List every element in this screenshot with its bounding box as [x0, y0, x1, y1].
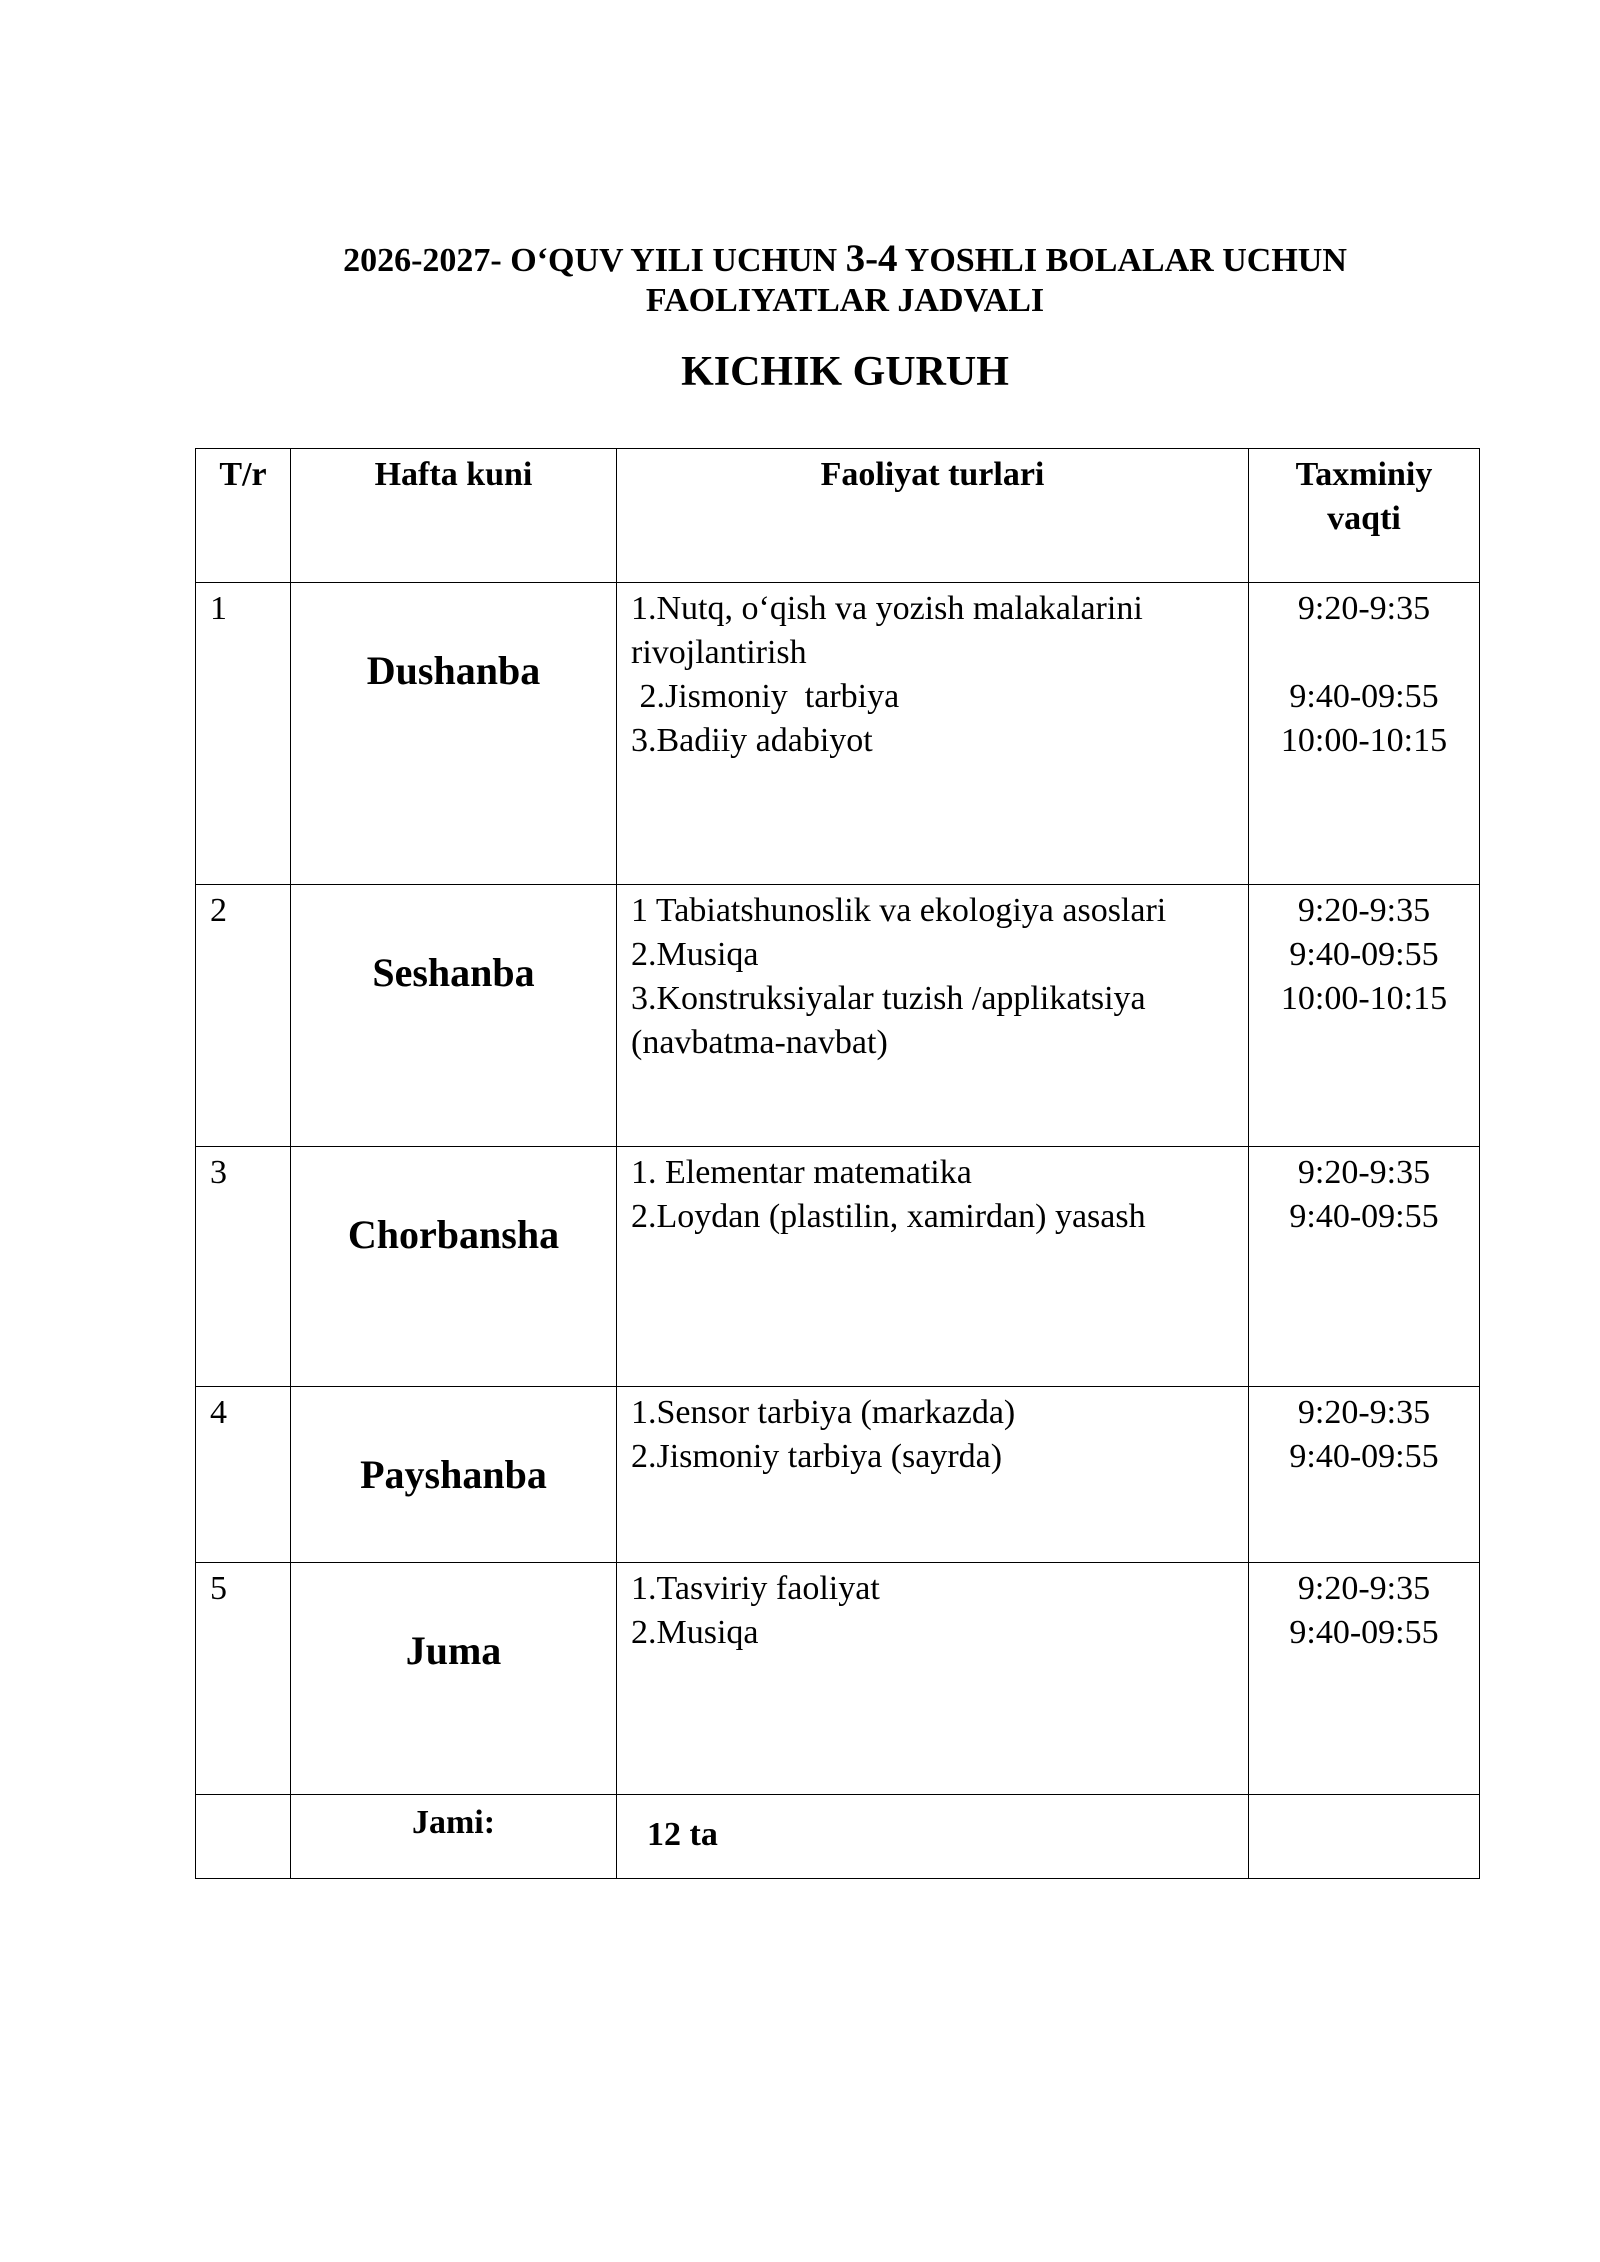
- activity-item: 2.Musiqa: [631, 936, 759, 973]
- schedule-table: [195, 448, 1480, 1879]
- activity-item: 3.Badiiy adabiyot: [631, 722, 873, 759]
- activity-item: (navbatma-navbat): [631, 1024, 888, 1061]
- total-value: 12 ta: [617, 1795, 1249, 1879]
- total-empty-cell: [196, 1795, 291, 1879]
- activity-item: rivojlantirish: [631, 634, 807, 671]
- row-times: [1249, 1563, 1480, 1795]
- table-row: [196, 1147, 1480, 1387]
- time-item: 9:20-9:35: [1297, 892, 1431, 929]
- row-activities: [617, 583, 1249, 885]
- title-age-range: 3-4: [845, 237, 898, 280]
- row-number: 1: [196, 583, 291, 885]
- activity-item: 1.Sensor tarbiya (markazda): [631, 1394, 1016, 1431]
- header-weekday: Hafta kuni: [291, 449, 617, 583]
- activity-item: 1. Elementar matematika: [631, 1154, 972, 1191]
- activity-item: 3.Konstruksiyalar tuzish /applikatsiya: [631, 980, 1146, 1017]
- time-item: 10:00-10:15: [1280, 980, 1448, 1017]
- row-weekday: Seshanba: [291, 885, 617, 1147]
- row-weekday: Dushanba: [291, 583, 617, 885]
- table-row: [196, 885, 1480, 1147]
- table-row: [196, 583, 1480, 885]
- row-weekday: Payshanba: [291, 1387, 617, 1563]
- table-row: [196, 1387, 1480, 1563]
- page-title-line-1: [0, 236, 1600, 281]
- header-activities: Faoliyat turlari: [617, 449, 1249, 583]
- row-times: [1249, 1387, 1480, 1563]
- header-time-label: Taxminiy vaqti: [1295, 456, 1433, 537]
- time-item: 9:20-9:35: [1297, 1570, 1431, 1607]
- title-suffix: YOSHLI BOLALAR UCHUN: [897, 242, 1347, 279]
- row-activities: [617, 1387, 1249, 1563]
- activity-item: 1.Tasviriy faoliyat: [631, 1570, 880, 1607]
- row-times: [1249, 583, 1480, 885]
- time-item: 9:20-9:35: [1297, 590, 1431, 627]
- activity-item: 1.Nutq, o‘qish va yozish malakalarini: [631, 590, 1143, 627]
- table-header-row: [196, 449, 1480, 583]
- activity-item: 2.Jismoniy tarbiya (sayrda): [631, 1438, 1003, 1475]
- activity-item: 2.Loydan (plastilin, xamirdan) yasash: [631, 1198, 1146, 1235]
- time-item: 9:40-09:55: [1289, 1614, 1439, 1651]
- row-number: 3: [196, 1147, 291, 1387]
- activity-item: 2.Musiqa: [631, 1614, 759, 1651]
- time-item: 9:20-9:35: [1297, 1394, 1431, 1431]
- table-row: [196, 1563, 1480, 1795]
- row-activities: [617, 1147, 1249, 1387]
- row-times: [1249, 1147, 1480, 1387]
- row-number: 5: [196, 1563, 291, 1795]
- row-number: 2: [196, 885, 291, 1147]
- row-weekday: Chorbansha: [291, 1147, 617, 1387]
- page-title-line-2: FAOLIYATLAR JADVALI: [645, 282, 1045, 319]
- row-activities: [617, 1563, 1249, 1795]
- row-times: [1249, 885, 1480, 1147]
- row-weekday: Juma: [291, 1563, 617, 1795]
- total-row: [196, 1795, 1480, 1879]
- row-number: 4: [196, 1387, 291, 1563]
- activity-item: 2.Jismoniy tarbiya: [631, 678, 900, 715]
- time-item: 10:00-10:15: [1280, 722, 1448, 759]
- time-item: 9:40-09:55: [1289, 936, 1439, 973]
- total-label: Jami:: [291, 1795, 617, 1879]
- total-empty-cell: [1249, 1795, 1480, 1879]
- time-item: 9:40-09:55: [1289, 678, 1439, 715]
- group-subtitle: KICHIK GURUH: [681, 349, 1009, 395]
- time-item: 9:40-09:55: [1289, 1438, 1439, 1475]
- time-spacer: [1249, 631, 1479, 675]
- time-item: 9:20-9:35: [1297, 1154, 1431, 1191]
- activity-item: 1 Tabiatshunoslik va ekologiya asoslari: [631, 892, 1167, 929]
- time-item: 9:40-09:55: [1289, 1198, 1439, 1235]
- title-prefix: 2026-2027- O‘QUV YILI UCHUN: [343, 242, 846, 279]
- header-number: T/r: [196, 449, 291, 583]
- header-time: [1249, 449, 1480, 583]
- row-activities: [617, 885, 1249, 1147]
